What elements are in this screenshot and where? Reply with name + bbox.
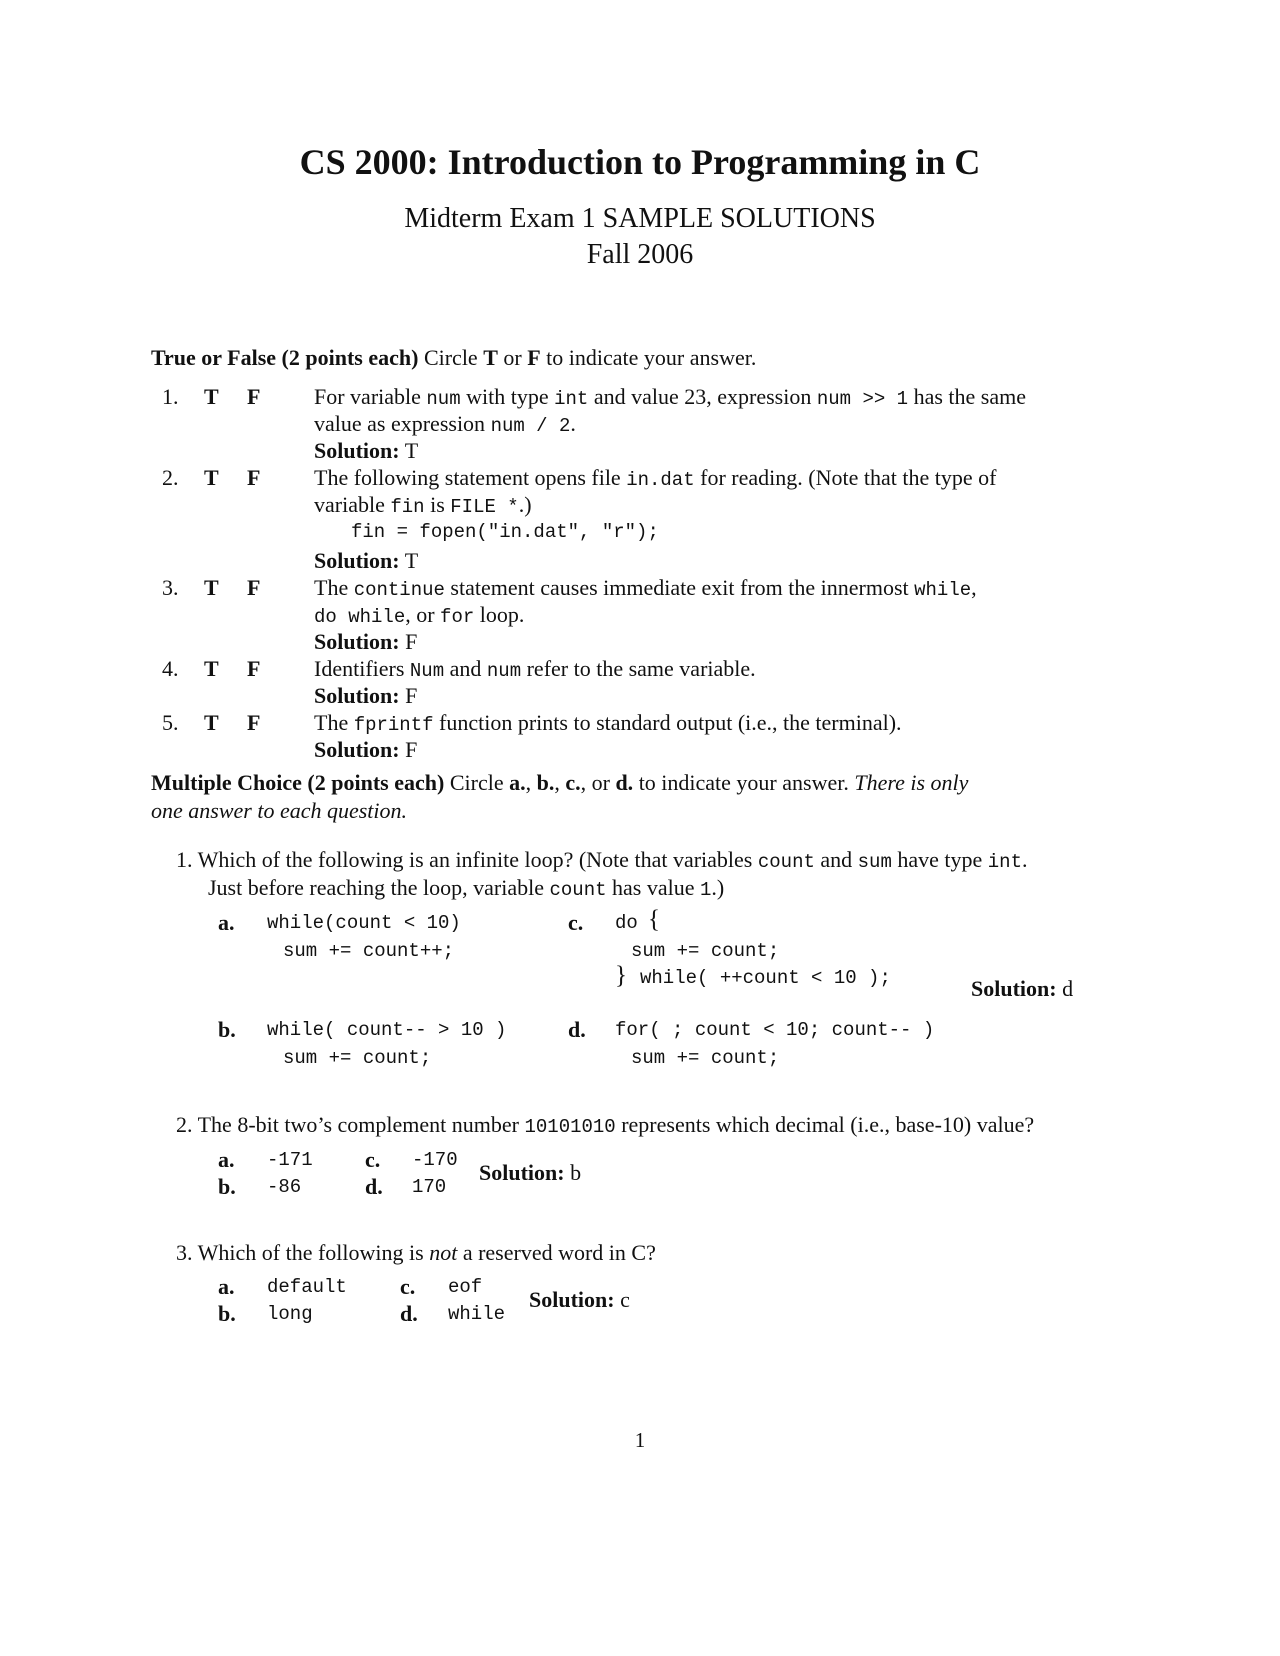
tf-q2-true-option[interactable]: T — [204, 465, 219, 490]
mc-q1-text: has value — [612, 875, 695, 900]
mc-q1-option-c-line3: while( ++count < 10 ); — [640, 967, 891, 989]
tf-q5-text-line1 — [314, 710, 902, 736]
mc-q1-option-a-line1: while(count < 10) — [267, 912, 461, 934]
mc-heading-a: a. — [509, 770, 526, 795]
solution-value: F — [405, 629, 418, 654]
tf-q2-code: fin — [390, 496, 425, 518]
mc-q1-text: and — [820, 847, 853, 872]
tf-q4-text: refer to the same variable. — [526, 656, 756, 681]
tf-q2-solution — [314, 548, 418, 574]
mc-q1-text: .) — [711, 875, 725, 900]
mc-q2-option-d-label[interactable]: d. — [365, 1174, 383, 1199]
tf-q1-number: 1. — [162, 384, 179, 409]
mc-q1-code: sum — [857, 851, 892, 873]
mc-q1-text-line2 — [208, 875, 724, 901]
mc-q1-solution — [971, 976, 1073, 1002]
tf-q3-code: for — [440, 606, 475, 628]
tf-q4-code: num — [486, 660, 522, 682]
tf-q2-text: is — [430, 492, 445, 517]
tf-q1-text-line1 — [314, 384, 1026, 410]
mc-q2-option-a-value: -171 — [267, 1149, 313, 1171]
solution-value: F — [405, 737, 418, 762]
mc-heading-line2: one answer to each question. — [151, 798, 408, 823]
tf-q3-code: while — [914, 579, 972, 601]
mc-q3-option-a-label[interactable]: a. — [218, 1274, 235, 1299]
tf-q3-text: The — [314, 575, 349, 600]
tf-q1-text: . — [570, 411, 576, 436]
tf-q2-text: .) — [518, 492, 532, 517]
tf-heading-tail: to indicate your answer. — [546, 345, 757, 370]
tf-heading-bold: True or False (2 points each) — [151, 345, 419, 370]
tf-q1-code: num — [426, 388, 461, 410]
tf-q1-text: For variable — [314, 384, 421, 409]
mc-q2-text-part: The 8-bit two’s complement number — [197, 1112, 519, 1137]
tf-q1-code: num >> 1 — [816, 388, 909, 410]
mc-q1-option-c-rbrace: } — [615, 962, 627, 989]
tf-q1-text: has the same — [913, 384, 1026, 409]
mc-q3-solution — [529, 1287, 630, 1313]
tf-q3-text: , or — [405, 602, 435, 627]
tf-q4-text: Identifiers — [314, 656, 405, 681]
mc-heading-text: to indicate your answer. — [638, 770, 849, 795]
mc-q1-option-b-label[interactable]: b. — [218, 1017, 236, 1042]
tf-q4-code: Num — [409, 660, 445, 682]
tf-q2-text: The following statement opens file — [314, 465, 621, 490]
mc-q1-option-b-line2: sum += count; — [283, 1047, 432, 1069]
tf-heading-f: F — [527, 345, 541, 370]
solution-value: T — [404, 548, 419, 573]
mc-q3-text-part: a reserved word in C? — [462, 1240, 656, 1265]
tf-q5-text: function prints to standard output (i.e., the terminal). — [439, 710, 902, 735]
mc-q3-option-d-value: while — [448, 1303, 506, 1325]
tf-q1-text: with type — [466, 384, 549, 409]
mc-q1-code: count — [757, 851, 815, 873]
tf-q4-false-option[interactable]: F — [247, 656, 261, 681]
tf-q3-text-line2 — [314, 602, 524, 628]
page-number: 1 — [634, 1428, 646, 1452]
exam-subtitle: Midterm Exam 1 SAMPLE SOLUTIONS — [404, 203, 876, 234]
tf-q3-text: , — [971, 575, 977, 600]
mc-q2-option-a-label[interactable]: a. — [218, 1147, 235, 1172]
mc-q1-option-c-do: do — [615, 912, 638, 934]
mc-heading-comma: , — [554, 770, 560, 795]
solution-value: b — [570, 1160, 582, 1185]
tf-q1-false-option[interactable]: F — [247, 384, 261, 409]
solution-value: d — [1062, 976, 1074, 1001]
mc-q2-option-b-label[interactable]: b. — [218, 1174, 236, 1199]
mc-q3-option-b-label[interactable]: b. — [218, 1301, 236, 1326]
mc-q1-option-b-line1: while( count-- > 10 ) — [267, 1019, 507, 1041]
mc-q3-text — [176, 1240, 656, 1266]
solution-label: Solution: — [314, 629, 400, 654]
mc-q1-text: Which of the following is an infinite loop? (Note that variables — [197, 847, 753, 872]
mc-q2-option-c-value: -170 — [412, 1149, 458, 1171]
solution-label: Solution: — [314, 737, 400, 762]
mc-q1-code: int — [987, 851, 1022, 873]
tf-q3-text: loop. — [479, 602, 525, 627]
tf-q3-code: do while — [314, 606, 406, 628]
tf-q5-code: fprintf — [353, 714, 434, 736]
tf-q1-solution — [314, 438, 418, 464]
solution-label: Solution: — [314, 438, 400, 463]
tf-q4-text: and — [449, 656, 482, 681]
tf-q2-text: for reading. (Note that the type of — [700, 465, 997, 490]
mc-q1-option-d-label[interactable]: d. — [568, 1017, 586, 1042]
tf-q1-code: num / 2 — [490, 415, 571, 437]
solution-label: Solution: — [479, 1160, 565, 1185]
tf-q5-true-option[interactable]: T — [204, 710, 219, 735]
solution-value: T — [404, 438, 419, 463]
tf-q5-number: 5. — [162, 710, 179, 735]
tf-q2-text-line2 — [314, 492, 532, 518]
mc-q1-text-line1 — [176, 847, 1027, 873]
mc-heading-d: d. — [615, 770, 634, 795]
mc-q1-option-d-line2: sum += count; — [631, 1047, 780, 1069]
mc-q1-text: have type — [897, 847, 983, 872]
solution-value: c — [620, 1287, 630, 1312]
tf-q4-number: 4. — [162, 656, 179, 681]
tf-q2-code: FILE * — [450, 496, 519, 518]
exam-term: Fall 2006 — [586, 239, 694, 270]
mc-q1-option-a-label[interactable]: a. — [218, 910, 235, 935]
mc-q1-option-c-line2: sum += count; — [631, 940, 780, 962]
mc-q1-code: 1 — [699, 879, 712, 901]
mc-q1-code: count — [549, 879, 607, 901]
mc-q2-option-d-value: 170 — [412, 1176, 447, 1198]
solution-label: Solution: — [529, 1287, 615, 1312]
mc-q1-text: . — [1021, 847, 1028, 872]
tf-q5-text: The — [314, 710, 349, 735]
tf-q3-false-option[interactable]: F — [247, 575, 261, 600]
mc-q2-option-c-label[interactable]: c. — [365, 1147, 381, 1172]
mc-q3-text-part: Which of the following is — [197, 1240, 424, 1265]
tf-q3-code: continue — [353, 579, 445, 601]
mc-q3-number: 3. — [176, 1240, 193, 1265]
mc-heading-bold: Multiple Choice (2 points each) — [151, 770, 445, 795]
mc-q3-option-b-value: long — [267, 1303, 313, 1325]
tf-q2-text-line1 — [314, 465, 996, 491]
mc-q2-solution — [479, 1160, 581, 1186]
tf-heading — [151, 345, 756, 371]
mc-q3-option-a-value: default — [267, 1276, 347, 1298]
tf-q4-solution — [314, 683, 417, 709]
mc-heading-comma: , — [525, 770, 532, 795]
mc-heading-b: b. — [536, 770, 555, 795]
tf-q1-text: and value 23, expression — [593, 384, 812, 409]
tf-heading-text: Circle — [423, 345, 478, 370]
tf-q3-true-option[interactable]: T — [204, 575, 219, 600]
mc-q2-text — [176, 1112, 1034, 1138]
tf-q4-text-line1 — [314, 656, 756, 682]
solution-label: Solution: — [314, 548, 400, 573]
mc-heading-line1 — [151, 770, 968, 796]
tf-q1-true-option[interactable]: T — [204, 384, 219, 409]
mc-heading-comma: , — [580, 770, 587, 795]
tf-heading-or: or — [503, 345, 522, 370]
tf-q3-text: statement causes immediate exit from the innermost — [450, 575, 909, 600]
mc-q3-option-c-value: eof — [448, 1276, 483, 1298]
tf-q2-code-line: fin = fopen("in.dat", "r"); — [351, 521, 659, 543]
mc-q1-option-c-label[interactable]: c. — [568, 910, 584, 935]
tf-q3-text-line1 — [314, 575, 977, 601]
tf-q3-solution — [314, 629, 417, 655]
tf-heading-t: T — [483, 345, 498, 370]
page-title: CS 2000: Introduction to Programming in C — [299, 142, 981, 182]
tf-q1-text: value as expression — [314, 411, 486, 436]
tf-q5-solution — [314, 737, 417, 763]
mc-heading-italic: There is only — [854, 770, 969, 795]
mc-q1-text: Just before reaching the loop, variable — [208, 875, 544, 900]
mc-q1-option-a-line2: sum += count++; — [283, 940, 455, 962]
mc-heading-or: or — [591, 770, 610, 795]
mc-q1-number: 1. — [176, 847, 193, 872]
mc-q1-option-c-lbrace: { — [648, 906, 660, 933]
mc-q2-option-b-value: -86 — [267, 1176, 302, 1198]
tf-q2-number: 2. — [162, 465, 179, 490]
mc-q3-option-c-label[interactable]: c. — [400, 1274, 416, 1299]
mc-q2-text-part: represents which decimal (i.e., base-10) value? — [621, 1112, 1035, 1137]
solution-label: Solution: — [971, 976, 1057, 1001]
solution-label: Solution: — [314, 683, 400, 708]
solution-value: F — [405, 683, 418, 708]
mc-q3-option-d-label[interactable]: d. — [400, 1301, 418, 1326]
tf-q4-true-option[interactable]: T — [204, 656, 219, 681]
tf-q2-code: in.dat — [626, 469, 695, 491]
mc-heading-c: c. — [565, 770, 581, 795]
tf-q1-code: int — [554, 388, 589, 410]
tf-q3-number: 3. — [162, 575, 179, 600]
tf-q2-false-option[interactable]: F — [247, 465, 261, 490]
mc-q2-code: 10101010 — [524, 1116, 616, 1138]
tf-q1-text-line2 — [314, 411, 576, 437]
tf-q2-text: variable — [314, 492, 385, 517]
mc-heading-text: Circle — [449, 770, 504, 795]
mc-q2-number: 2. — [176, 1112, 193, 1137]
mc-q3-text-italic: not — [429, 1240, 458, 1265]
tf-q5-false-option[interactable]: F — [247, 710, 261, 735]
mc-q1-option-d-line1: for( ; count < 10; count-- ) — [615, 1019, 935, 1041]
